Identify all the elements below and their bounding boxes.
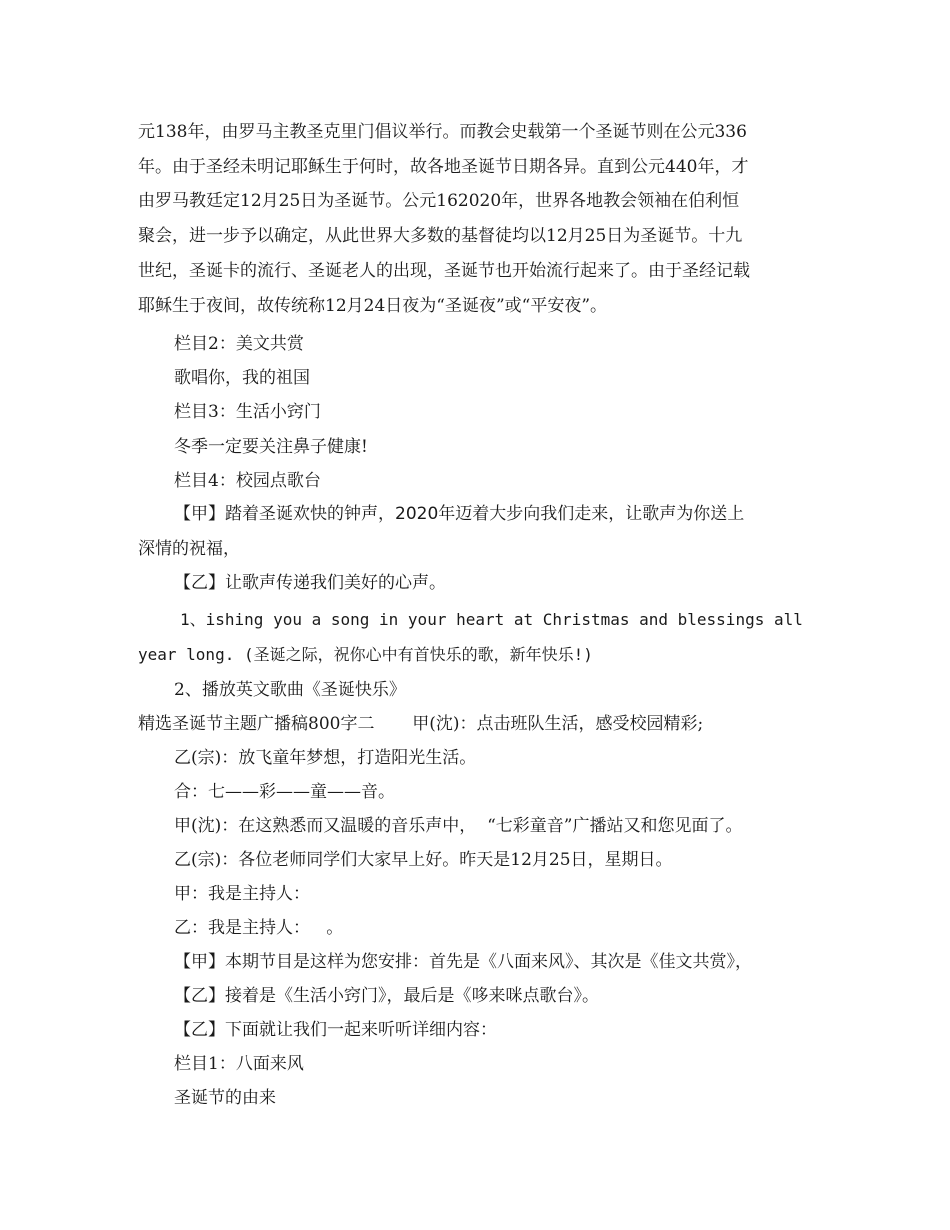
dialogue-line: 甲(沈)：在这熟悉而又温暖的音乐声中， “七彩童音”广播站又和您见面了。: [174, 816, 743, 836]
dialogue-line: 【甲】本期节目是这样为您安排：首先是《八面来风》、其次是《佳文共赏》，: [174, 952, 752, 972]
dialogue-line: 乙：我是主持人： 。: [174, 918, 344, 938]
dialogue-line: 【乙】让歌声传递我们美好的心声。: [174, 573, 446, 593]
dialogue-line: 乙(宗)：各位老师同学们大家早上好。昨天是12月25日，星期日。: [174, 850, 673, 870]
text-line: 深情的祝福，: [138, 539, 240, 559]
text-line: 世纪，圣诞卡的流行、圣诞老人的出现，圣诞节也开始流行起来了。由于圣经记载: [138, 261, 750, 281]
dialogue-line: 【乙】下面就让我们一起来听听详细内容：: [174, 1020, 497, 1040]
text-line: 耶稣生于夜间，故传统称12月24日夜为“圣诞夜”或“平安夜”。: [138, 296, 608, 316]
dialogue-line: 【乙】接着是《生活小窍门》，最后是《哆来咪点歌台》。: [174, 986, 599, 1006]
section-heading: 栏目4：校园点歌台: [174, 471, 321, 491]
text-line: 元138年，由罗马主教圣克里门倡议举行。而教会史载第一个圣诞节则在公元336: [138, 122, 747, 142]
section-title-line: 精选圣诞节主题广播稿800字二 甲(沈)：点击班队生活，感受校园精彩;: [138, 714, 704, 734]
dialogue-line: 甲：我是主持人：: [174, 884, 310, 904]
section-heading: 栏目3：生活小窍门: [174, 402, 321, 422]
dialogue-line: 【甲】踏着圣诞欢快的钟声，2020年迈着大步向我们走来，让歌声为你送上: [174, 504, 745, 524]
text-line: 圣诞节的由来: [174, 1088, 276, 1108]
text-line: 2、播放英文歌曲《圣诞快乐》: [174, 680, 406, 700]
text-line: 歌唱你，我的祖国: [174, 368, 310, 388]
section-heading: 栏目1：八面来风: [174, 1054, 304, 1074]
dialogue-line: 乙(宗)：放飞童年梦想，打造阳光生活。: [174, 748, 477, 768]
text-line: 冬季一定要关注鼻子健康!: [174, 437, 368, 457]
text-line: 年。由于圣经未明记耶稣生于何时，故各地圣诞节日期各异。直到公元440年，才: [138, 157, 749, 177]
english-line: 1、ishing you a song in your heart at Christmas and blessings all: [180, 610, 803, 629]
english-line: year long. (圣诞之际，祝你心中有首快乐的歌，新年快乐!): [138, 645, 593, 664]
text-line: 聚会，进一步予以确定，从此世界大多数的基督徒均以12月25日为圣诞节。十九: [138, 226, 743, 246]
text-line: 由罗马教廷定12月25日为圣诞节。公元162020年，世界各地教会领袖在伯利恒: [138, 191, 740, 211]
section-heading: 栏目2：美文共赏: [174, 334, 304, 354]
dialogue-line: 合：七——彩——童——音。: [174, 782, 395, 802]
